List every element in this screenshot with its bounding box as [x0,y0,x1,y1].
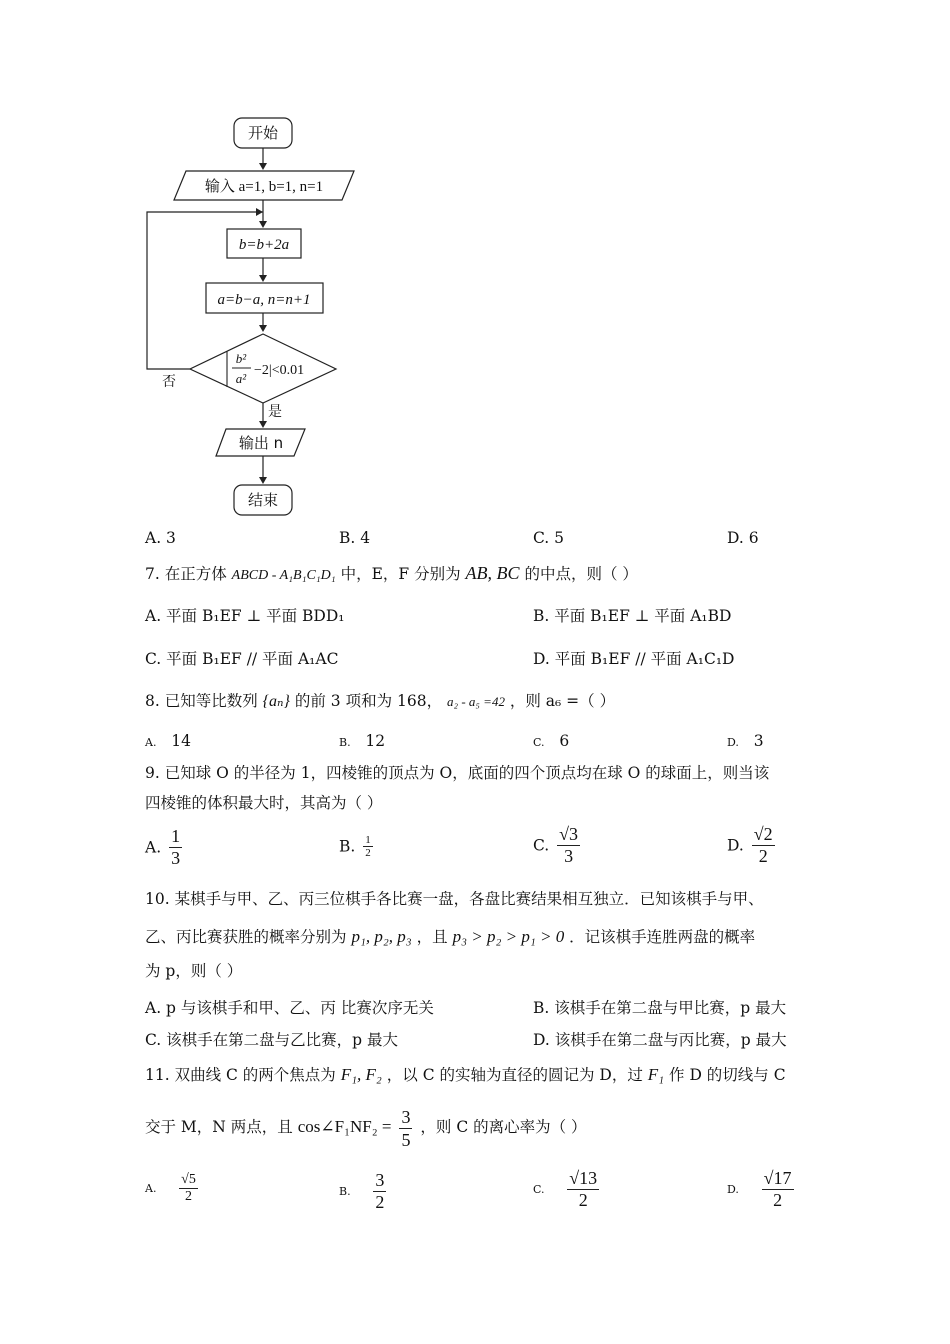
q9-b-fraction: $\frac{1}{2}$ [365,834,371,859]
q9-line1: 9. 已知球 O 的半径为 1，四棱锥的顶点为 O，底面的四个顶点均在球 O 的球面上，则当该 [145,764,770,782]
q9-option-c: C. $\frac{√3}{3}$ [533,824,579,866]
q7-option-b: B. 平面 B₁EF ⊥ 平面 A₁BD [533,607,732,625]
q10-inequality: p₃ > p₂ > p₁ > 0 [452,927,565,946]
q11-option-b: B. $\frac{3}{2}$ [339,1170,385,1212]
q9-line2: 四棱锥的体积最大时，其高为（ ） [145,794,383,812]
q11-line2: 交于 M，N 两点，且 cos∠F₁NF₂ = $\frac{3}{5}$ ，则 C 的离心率为（ ） [145,1106,587,1150]
flow-start-text: 开始 [247,124,279,142]
q11-c-fraction: $\frac{√13}{2}$ [569,1168,598,1210]
flow-end-text: 结束 [247,491,279,509]
q11-a-fraction: $\frac{√5}{2}$ [181,1172,196,1204]
q7-stem-suffix: 的中点，则（ ） [524,565,638,583]
flow-no-label: 否 [162,374,176,390]
q10-line3: 为 p，则（ ） [145,962,243,980]
q8-option-d: D. 3 [727,732,764,750]
q11-cos-expr: cos∠F₁NF₂ = [297,1117,392,1136]
q7-cube: ABCD - A₁B₁C₁D₁ [231,568,336,583]
q11-foci: F₁, F₂ [340,1065,382,1084]
q7-option-c: C. 平面 B₁EF // 平面 A₁AC [145,650,339,668]
flow-input-text: 输入 a=1, b=1, n=1 [204,179,324,195]
flow-step1-text: b=b+2a [238,237,290,253]
q9-d-fraction: $\frac{√2}{2}$ [753,824,773,866]
flowchart [130,110,370,530]
q11-line1: 11. 双曲线 C 的两个焦点为 F₁, F₂ ，以 C 的实轴为直径的圆记为 D，过 F₁ 作 D 的切线与 C [145,1065,786,1084]
q6-option-c: C. 5 [533,529,565,547]
q11-b-fraction: $\frac{3}{2}$ [375,1170,385,1212]
q6-option-a: A. 3 [145,529,176,547]
q6-option-b: B. 4 [339,529,371,547]
q11-option-d: D. $\frac{√17}{2}$ [727,1168,792,1210]
q7-stem-mid: 中，E，F 分别为 [340,565,461,583]
q10-option-c: C. 该棋手在第二盘与乙比赛，p 最大 [145,1031,399,1049]
q7-option-a: A. 平面 B₁EF ⊥ 平面 BDD₁ [145,607,345,625]
q11-d-fraction: $\frac{√17}{2}$ [763,1168,792,1210]
q7-stem [145,562,638,587]
q9-option-b: B. $\frac{1}{2}$ [339,834,371,859]
q9-option-a: A. $\frac{1}{3}$ [145,826,181,868]
q11-option-c: C. $\frac{√13}{2}$ [533,1168,598,1210]
flow-output-text: 输出 n [238,434,284,452]
flow-cond-tail: −2|<0.01 [254,363,305,378]
q7-segments: AB, BC [465,563,520,583]
q6-option-d: D. 6 [727,529,759,547]
q7-stem-prefix: 7. 在正方体 [145,565,227,583]
q10-option-b: B. 该棋手在第二盘与甲比赛，p 最大 [533,999,787,1017]
q10-option-d: D. 该棋手在第二盘与丙比赛，p 最大 [533,1031,787,1049]
q9-c-fraction: $\frac{√3}{3}$ [559,824,579,866]
q8-stem-prefix: 8. 已知等比数列 [145,692,258,710]
q8-cond: a₂ - a₅ =42 [447,694,505,709]
flow-step2-text: a=b−a, n=n+1 [217,292,311,308]
q8-stem [145,690,615,713]
flow-yes-label: 是 [268,404,282,420]
q8-option-a: A. 14 [145,732,191,750]
q10-line1: 10. 某棋手与甲、乙、丙三位棋手各比赛一盘，各盘比赛结果相互独立．已知该棋手与甲、 [145,890,764,908]
flow-cond-den: a² [235,371,247,386]
q8-option-c: C. 6 [533,732,570,750]
q8-stem-suffix: ，则 a₆ =（ ） [509,692,616,710]
q11-cos-fraction: $\frac{3}{5}$ [401,1106,411,1150]
q10-probs: p₁, p₂, p₃ [351,927,412,946]
q11-f1: F₁ [647,1065,665,1084]
q10-line2: 乙、丙比赛获胜的概率分别为 p₁, p₂, p₃ ，且 p₃ > p₂ > p₁ > 0 ．记该棋手连胜两盘的概率 [145,927,756,946]
q7-option-d: D. 平面 B₁EF // 平面 A₁C₁D [533,650,735,668]
q9-a-fraction: $\frac{1}{3}$ [171,826,181,868]
q8-seq: {aₙ} [262,693,290,710]
q9-option-d: D. $\frac{√2}{2}$ [727,824,773,866]
q8-option-b: B. 12 [339,732,386,750]
q10-option-a: A. p 与该棋手和甲、乙、丙 比赛次序无关 [145,999,434,1017]
q8-stem-mid: 的前 3 项和为 168， [294,692,443,710]
q11-option-a: A. $\frac{√5}{2}$ [145,1172,196,1204]
flow-cond-num: b² [235,351,247,366]
